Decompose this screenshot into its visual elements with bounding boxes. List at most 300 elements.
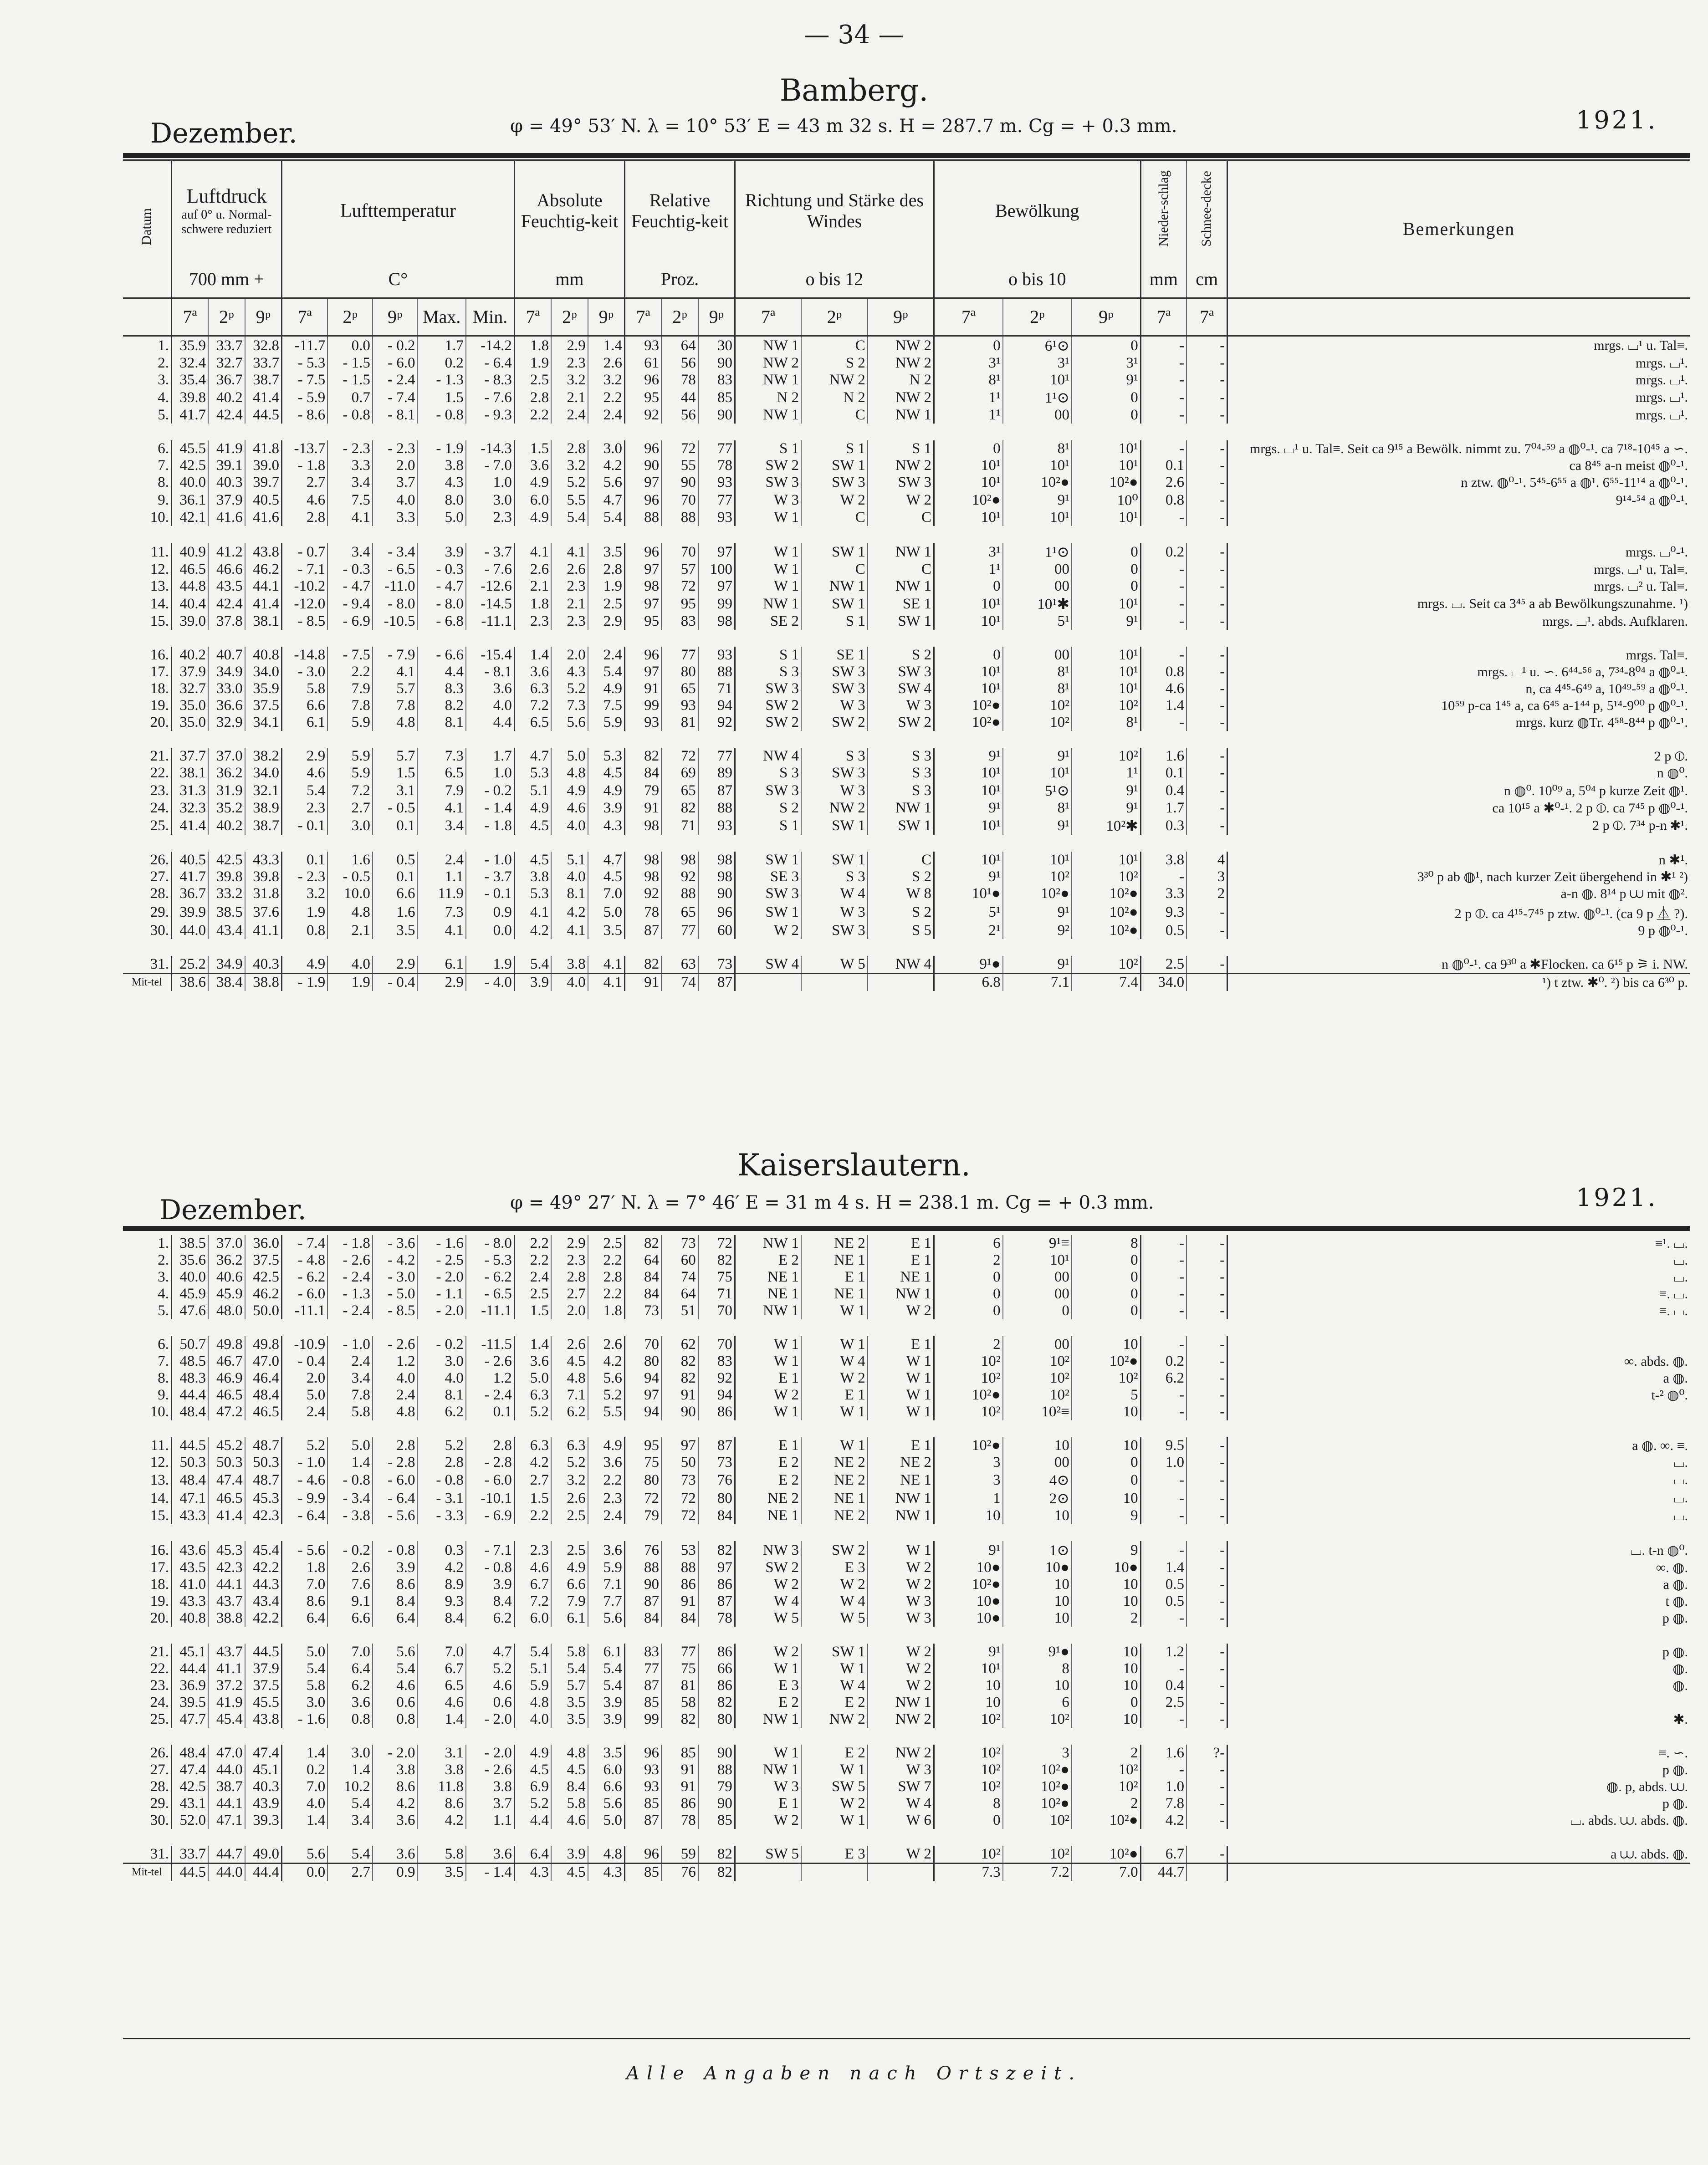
cell-r2: 78: [661, 1812, 698, 1829]
cell-p7: 43.1: [171, 1795, 208, 1812]
cell-b2: 10²●: [1003, 1778, 1072, 1795]
cell-w9: W 3: [868, 697, 934, 714]
cell-e7: 6.5: [514, 714, 551, 731]
cell-snow: -: [1186, 956, 1227, 974]
mittel-t2: 2.7: [327, 1864, 373, 1881]
cell-precip: 1.0: [1140, 1778, 1186, 1795]
cell-w9: C: [868, 852, 934, 868]
cell-p7: 45.5: [171, 440, 208, 457]
cell-r2: 82: [661, 1711, 698, 1728]
cell-t7: 7.0: [281, 1576, 327, 1593]
cell-w9: NW 1: [868, 407, 934, 424]
cell-r2: 74: [661, 1269, 698, 1286]
cell-w2: SW 1: [801, 543, 868, 561]
row-group-gap: [123, 1420, 1690, 1437]
cell-r2: 63: [661, 956, 698, 974]
cell-t9: - 2.4: [373, 372, 418, 388]
cell-t7: -10.9: [281, 1336, 327, 1353]
cell-b2: 3¹: [1003, 355, 1072, 372]
cell-b2: 10¹: [1003, 372, 1072, 388]
cell-r7: 82: [624, 1235, 661, 1252]
cell-w7: W 2: [735, 1644, 801, 1660]
cell-b7: 10¹: [934, 613, 1002, 630]
cell-r7: 96: [624, 440, 661, 457]
cell-precip: -: [1140, 1541, 1186, 1559]
cell-snow: -: [1186, 509, 1227, 526]
cell-precip: -: [1140, 509, 1186, 526]
time-spacer: [1227, 298, 1690, 336]
cell-date: 12.: [150, 1454, 169, 1471]
cell-t7: - 0.7: [281, 543, 327, 561]
cell-e2: 4.3: [551, 664, 588, 680]
cell-r9: 77: [698, 440, 735, 457]
cell-r9: 90: [698, 1745, 735, 1762]
cell-r7: 97: [624, 561, 661, 578]
cell-w2: W 1: [801, 1660, 868, 1677]
cell-tmin: -14.3: [466, 440, 515, 457]
cell-precip: 0.8: [1140, 664, 1186, 680]
cell-p2: 46.7: [208, 1353, 245, 1370]
cell-snow: -: [1186, 1269, 1227, 1286]
cell-date: 13.: [150, 1471, 169, 1488]
cell-precip: 6.7: [1140, 1846, 1186, 1864]
cell-b7: 3¹: [934, 355, 1002, 372]
cell-tmin: 3.6: [466, 680, 515, 697]
cell-r2: 44: [661, 388, 698, 407]
cell-e9: 7.0: [588, 885, 625, 902]
mittel-w9: [868, 974, 934, 991]
cell-tmax: - 6.6: [417, 647, 465, 664]
cell-b2: 1⊙: [1003, 1541, 1072, 1559]
cell-b7: 10¹●: [934, 885, 1002, 902]
time-2p: 2ᵖ: [661, 298, 698, 336]
table-row: [123, 457, 1690, 474]
cell-p7: 47.4: [171, 1762, 208, 1778]
cell-w7: E 2: [735, 1471, 801, 1489]
cell-t9: - 3.6: [373, 1235, 418, 1252]
cell-e7: 7.2: [514, 1593, 551, 1610]
time-9p: 9ᵖ: [245, 298, 282, 336]
cell-p2: 43.7: [208, 1644, 245, 1660]
cell-p9: 43.3: [245, 852, 282, 868]
cell-snow: -: [1186, 388, 1227, 407]
cell-p2: 33.2: [208, 885, 245, 902]
cell-tmax: 7.3: [417, 902, 465, 922]
cell-precip: 2.5: [1140, 1694, 1186, 1711]
cell-tmin: - 0.1: [466, 885, 515, 902]
table-row: [123, 1302, 1690, 1319]
cell-tmax: - 8.0: [417, 595, 465, 613]
cell-p7: 41.7: [171, 868, 208, 885]
cell-r2: 90: [661, 474, 698, 491]
cell-p9: 43.4: [245, 1593, 282, 1610]
cell-date: 31.: [150, 956, 169, 972]
cell-tmax: 4.0: [417, 1370, 465, 1387]
cell-tmin: - 3.7: [466, 543, 515, 561]
cell-e7: 3.6: [514, 1353, 551, 1370]
cell-e9: 4.9: [588, 1437, 625, 1454]
cell-p2: 50.3: [208, 1454, 245, 1471]
cell-e9: 1.8: [588, 1302, 625, 1319]
cell-r2: 71: [661, 817, 698, 835]
cell-t7: 2.8: [281, 509, 327, 526]
cell-p2: 40.2: [208, 817, 245, 835]
cell-b9: 10¹: [1072, 457, 1140, 474]
cell-e7: 4.1: [514, 543, 551, 561]
gap-cell: [123, 1524, 1690, 1541]
cell-b9: 10²: [1072, 1370, 1140, 1387]
cell-w2: NE 2: [801, 1507, 868, 1524]
cell-date: 7.: [158, 1353, 169, 1369]
table-row: [123, 1252, 1690, 1269]
cell-w7: SW 2: [735, 714, 801, 731]
cell-b9: 0: [1072, 561, 1140, 578]
cell-r2: 98: [661, 852, 698, 868]
cell-remark: ∞. abds. ◍.: [1227, 1353, 1690, 1370]
cell-t2: 7.5: [327, 491, 373, 509]
cell-t2: - 0.8: [327, 407, 373, 424]
cell-t7: - 6.2: [281, 1269, 327, 1286]
cell-w7: E 2: [735, 1454, 801, 1471]
cell-t9: - 5.0: [373, 1286, 418, 1302]
cell-snow: -: [1186, 1437, 1227, 1454]
cell-b9: 10²: [1072, 868, 1140, 885]
cell-date: 17.: [150, 664, 169, 680]
cell-e2: 7.9: [551, 1593, 588, 1610]
cell-t7: 8.6: [281, 1593, 327, 1610]
cell-e2: 4.5: [551, 1353, 588, 1370]
table-row: [123, 474, 1690, 491]
cell-t9: 7.8: [373, 697, 418, 714]
cell-w2: SW 1: [801, 817, 868, 835]
cell-date: 14.: [150, 595, 169, 612]
cell-t2: - 4.7: [327, 578, 373, 595]
cell-tmax: 1.1: [417, 868, 465, 885]
gap-cell: [123, 1627, 1690, 1644]
cell-p7: 44.4: [171, 1387, 208, 1404]
cell-w7: SW 2: [735, 457, 801, 474]
cell-w9: NW 2: [868, 1745, 934, 1762]
table-row: [123, 1644, 1690, 1660]
cell-p9: 50.3: [245, 1454, 282, 1471]
cell-precip: -: [1140, 1336, 1186, 1353]
cell-t9: 2.8: [373, 1437, 418, 1454]
cell-remark: 10⁵⁹ p-ca 1⁴⁵ a, ca 6⁴⁵ a-1⁴⁴ p, 5¹⁴-9⁰⁰ p ◍⁰-¹.: [1227, 697, 1690, 714]
cell-p2: 37.2: [208, 1677, 245, 1694]
cell-t9: 5.7: [373, 748, 418, 765]
cell-snow: -: [1186, 1336, 1227, 1353]
cell-snow: -: [1186, 1235, 1227, 1252]
cell-remark: ◍.: [1227, 1660, 1690, 1677]
cell-tmin: -15.4: [466, 647, 515, 664]
cell-b7: 2¹: [934, 922, 1002, 939]
cell-precip: -: [1140, 1269, 1186, 1286]
year-bamberg: 1921.: [1576, 106, 1658, 134]
cell-t2: 0.0: [327, 336, 373, 355]
cell-t7: 0.2: [281, 1762, 327, 1778]
cell-b9: 10¹: [1072, 509, 1140, 526]
mittel-tmin: - 1.4: [466, 1864, 514, 1881]
cell-b2: 00: [1003, 1336, 1072, 1353]
cell-e2: 2.6: [551, 1336, 588, 1353]
cell-t9: 3.6: [373, 1812, 418, 1829]
cell-w2: SW 1: [801, 1644, 868, 1660]
cell-b2: 10²●: [1003, 1795, 1072, 1812]
cell-w7: SW 3: [735, 885, 801, 902]
cell-t9: 6.4: [373, 1610, 418, 1627]
cell-remark: [1227, 509, 1690, 526]
cell-snow: -: [1186, 1593, 1227, 1610]
cell-e7: 1.9: [514, 355, 551, 372]
cell-w9: W 2: [868, 1677, 934, 1694]
cell-b7: 10²●: [934, 697, 1002, 714]
table-row: [123, 1576, 1690, 1593]
cell-snow: -: [1186, 1454, 1227, 1471]
table-row: [123, 372, 1690, 388]
header-niederschlag: Nieder-schlag: [1140, 160, 1186, 261]
cell-r2: 85: [661, 1745, 698, 1762]
cell-w7: NW 1: [735, 407, 801, 424]
cell-tmax: 5.0: [417, 509, 465, 526]
cell-e9: 6.1: [588, 1644, 625, 1660]
cell-remark: ≡. ⌴.: [1227, 1302, 1690, 1319]
cell-p2: 46.5: [208, 1387, 245, 1404]
cell-tmax: 8.2: [417, 697, 465, 714]
mittel-p7: 44.5: [171, 1864, 208, 1881]
cell-w9: W 1: [868, 1353, 934, 1370]
time-9p: 9ᵖ: [1072, 298, 1140, 336]
cell-t7: - 6.4: [281, 1507, 327, 1524]
cell-p2: 45.2: [208, 1437, 245, 1454]
cell-date: 1.: [158, 1235, 169, 1251]
time-spacer: [123, 298, 171, 336]
cell-e9: 3.5: [588, 922, 625, 939]
cell-t7: -13.7: [281, 440, 327, 457]
cell-p2: 43.7: [208, 1593, 245, 1610]
mittel-p9: 38.8: [245, 974, 282, 991]
cell-w7: SW 1: [735, 902, 801, 922]
cell-snow: -: [1186, 647, 1227, 664]
cell-tmax: 8.1: [417, 1387, 465, 1404]
cell-precip: 0.4: [1140, 1677, 1186, 1694]
cell-e2: 5.7: [551, 1677, 588, 1694]
cell-remark: mrgs. kurz ◍Tr. 4⁵⁸-8⁴⁴ p ◍⁰-¹.: [1227, 714, 1690, 731]
cell-date: 10.: [150, 509, 169, 526]
cell-w2: E 1: [801, 1387, 868, 1404]
cell-e2: 2.3: [551, 613, 588, 630]
cell-p9: 37.5: [245, 697, 282, 714]
cell-e2: 3.8: [551, 956, 588, 974]
cell-p2: 37.9: [208, 491, 245, 509]
cell-r2: 86: [661, 1576, 698, 1593]
cell-remark: mrgs. ⌴. Seit ca 3⁴⁵ a ab Bewölkungszunahme. ¹): [1227, 595, 1690, 613]
cell-date: 21.: [150, 1644, 169, 1660]
row-group-gap: [123, 835, 1690, 852]
cell-p9: 37.9: [245, 1660, 282, 1677]
cell-p9: 40.8: [245, 647, 282, 664]
mittel-e2: 4.5: [551, 1864, 588, 1881]
cell-w7: NW 4: [735, 748, 801, 765]
cell-t9: - 6.4: [373, 1489, 418, 1507]
cell-tmax: 7.9: [417, 781, 465, 800]
cell-e9: 5.9: [588, 714, 625, 731]
cell-w9: S 3: [868, 781, 934, 800]
cell-e7: 4.2: [514, 922, 551, 939]
cell-e9: 6.0: [588, 1762, 625, 1778]
cell-t9: 6.6: [373, 885, 418, 902]
cell-t2: 6.4: [327, 1660, 373, 1677]
cell-b9: 10: [1072, 1576, 1140, 1593]
cell-date: 29.: [150, 904, 169, 920]
cell-t2: 7.6: [327, 1576, 373, 1593]
cell-precip: -: [1140, 1610, 1186, 1627]
cell-p9: 42.5: [245, 1269, 282, 1286]
cell-b7: 10²: [934, 1370, 1002, 1387]
cell-e2: 3.9: [551, 1846, 588, 1864]
cell-snow: -: [1186, 1677, 1227, 1694]
cell-w2: W 2: [801, 1576, 868, 1593]
mittel-tmax: 2.9: [417, 974, 465, 991]
table-row: [123, 1437, 1690, 1454]
cell-p9: 38.7: [245, 372, 282, 388]
cell-w9: W 3: [868, 1593, 934, 1610]
cell-p7: 31.3: [171, 781, 208, 800]
cell-w7: E 1: [735, 1437, 801, 1454]
cell-e9: 4.3: [588, 817, 625, 835]
cell-w7: NE 1: [735, 1269, 801, 1286]
table-row: [123, 697, 1690, 714]
cell-r9: 75: [698, 1269, 735, 1286]
cell-w2: W 3: [801, 697, 868, 714]
table-row: [123, 1286, 1690, 1302]
cell-r2: 91: [661, 1387, 698, 1404]
cell-snow: -: [1186, 543, 1227, 561]
cell-t9: 4.1: [373, 664, 418, 680]
cell-remark: p ◍.: [1227, 1795, 1690, 1812]
station-title-bamberg: Bamberg.: [779, 73, 929, 108]
cell-t2: 3.0: [327, 1745, 373, 1762]
cell-p2: 40.3: [208, 474, 245, 491]
cell-e2: 4.8: [551, 1370, 588, 1387]
cell-r2: 56: [661, 407, 698, 424]
cell-r7: 77: [624, 1660, 661, 1677]
cell-tmin: - 8.3: [466, 372, 515, 388]
cell-b9: 10²●: [1072, 1846, 1140, 1864]
cell-remark: n, ca 4⁴⁵-6⁴⁹ a, 10⁴⁹-⁵⁹ a ◍⁰-¹.: [1227, 680, 1690, 697]
cell-e7: 6.0: [514, 1610, 551, 1627]
cell-b7: 10: [934, 1677, 1002, 1694]
cell-remark: mrgs. ⌴¹ u. Tal≡.: [1227, 336, 1690, 355]
cell-remark: mrgs. ⌴¹ u. Tal≡.: [1227, 561, 1690, 578]
cell-w2: NE 2: [801, 1454, 868, 1471]
cell-b7: 10: [934, 1694, 1002, 1711]
cell-r2: 69: [661, 765, 698, 781]
cell-b7: 10¹: [934, 457, 1002, 474]
cell-b2: 10¹: [1003, 765, 1072, 781]
cell-precip: -: [1140, 336, 1186, 355]
cell-date: 9.: [158, 491, 169, 508]
cell-tmin: 4.7: [466, 1644, 514, 1660]
cell-t9: - 3.0: [373, 1269, 418, 1286]
cell-b2: 10²: [1003, 1711, 1072, 1728]
cell-b2: 9²: [1003, 922, 1072, 939]
cell-precip: 0.5: [1140, 1593, 1186, 1610]
cell-p9: 42.2: [245, 1559, 282, 1576]
cell-e2: 5.8: [551, 1644, 588, 1660]
cell-precip: 2.6: [1140, 474, 1186, 491]
cell-remark: mrgs. Tal≡.: [1227, 647, 1690, 664]
cell-r7: 98: [624, 852, 661, 868]
cell-r2: 77: [661, 922, 698, 939]
cell-e9: 3.9: [588, 1694, 625, 1711]
cell-t2: 5.4: [327, 1846, 373, 1864]
cell-p9: 38.9: [245, 800, 282, 817]
cell-remark: a ◍. ∞. ≡.: [1227, 1437, 1690, 1454]
cell-snow: -: [1186, 595, 1227, 613]
mittel-b2: 7.2: [1003, 1864, 1072, 1881]
cell-w9: NW 2: [868, 336, 934, 355]
cell-t7: 1.4: [281, 1812, 327, 1829]
cell-r7: 82: [624, 748, 661, 765]
cell-t2: 5.9: [327, 714, 373, 731]
cell-b7: 10¹: [934, 680, 1002, 697]
cell-e9: 6.6: [588, 1778, 625, 1795]
cell-date: 12.: [150, 561, 169, 577]
table-row: [123, 1694, 1690, 1711]
cell-b9: 10²: [1072, 1762, 1140, 1778]
cell-e2: 2.1: [551, 388, 588, 407]
cell-r2: 70: [661, 491, 698, 509]
cell-e2: 3.5: [551, 1694, 588, 1711]
cell-t9: 3.3: [373, 509, 418, 526]
cell-precip: 0.3: [1140, 817, 1186, 835]
cell-r7: 95: [624, 613, 661, 630]
cell-p7: 39.8: [171, 388, 208, 407]
cell-snow: -: [1186, 697, 1227, 714]
cell-e9: 4.7: [588, 852, 625, 868]
cell-t7: 6.4: [281, 1610, 327, 1627]
cell-snow: -: [1186, 1711, 1227, 1728]
cell-p7: 35.6: [171, 1252, 208, 1269]
cell-tmin: - 2.0: [466, 1745, 514, 1762]
cell-r2: 91: [661, 1593, 698, 1610]
cell-snow: -: [1186, 457, 1227, 474]
cell-w9: E 1: [868, 1235, 934, 1252]
cell-e7: 1.8: [514, 336, 551, 355]
cell-tmin: - 6.9: [466, 1507, 514, 1524]
cell-e2: 6.6: [551, 1576, 588, 1593]
cell-r9: 71: [698, 1286, 735, 1302]
cell-tmax: 1.7: [417, 336, 465, 355]
time-2p: 2ᵖ: [1003, 298, 1072, 336]
cell-p7: 50.3: [171, 1454, 208, 1471]
cell-p9: 38.7: [245, 817, 282, 835]
cell-precip: 1.6: [1140, 1745, 1186, 1762]
cell-p9: 45.4: [245, 1541, 282, 1559]
cell-p9: 42.2: [245, 1610, 282, 1627]
cell-p7: 35.4: [171, 372, 208, 388]
cell-w2: NW 1: [801, 578, 868, 595]
cell-w9: SW 7: [868, 1778, 934, 1795]
cell-r7: 93: [624, 714, 661, 731]
cell-p9: 48.7: [245, 1437, 282, 1454]
cell-tmax: 4.1: [417, 800, 465, 817]
cell-r9: 96: [698, 902, 735, 922]
cell-b7: 0: [934, 1269, 1002, 1286]
cell-e2: 2.8: [551, 440, 588, 457]
cell-p7: 39.5: [171, 1694, 208, 1711]
cell-t9: 4.2: [373, 1795, 418, 1812]
